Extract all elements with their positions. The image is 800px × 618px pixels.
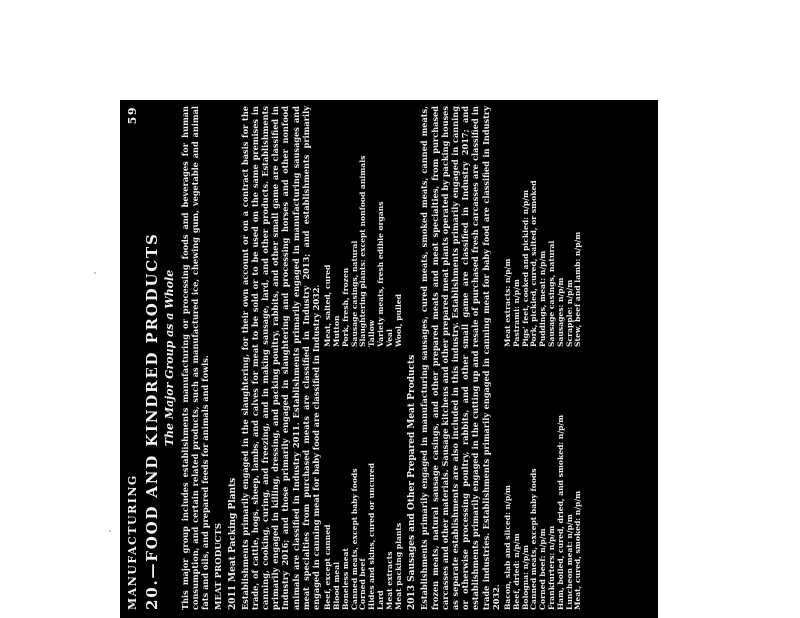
product-item: Corned beef: n/p/m (538, 528, 548, 610)
product-item: Lard (376, 590, 386, 610)
industry-block (407, 106, 583, 610)
product-item: Mutton (332, 315, 342, 347)
product-item: Hides and skins, cured or uncured (367, 463, 377, 610)
product-item: Veal (384, 329, 394, 347)
intro-paragraph: This major group includes establishments manufacturing or processing foods and beverages for human consumption, and certain related products, such as manufactured ice, chewing gum, vegetable and animal fats and oils, and prepared feeds for animals and fowls. (180, 106, 211, 610)
product-item: Sausage casings, natural (349, 240, 359, 347)
product-item: Pork, fresh, frozen (340, 267, 350, 347)
product-index (324, 106, 403, 610)
product-item: Sausages: n/p/m (555, 277, 565, 347)
product-item: Sausage casings, natural (547, 240, 557, 347)
product-item: Meat, salted, cured (323, 264, 333, 347)
product-item: Canned meats, except baby foods (529, 468, 539, 610)
industry-block (228, 106, 404, 610)
product-item: Blood meal (332, 561, 342, 610)
product-item: Luncheon meat: n/p/m (564, 514, 574, 610)
industry-heading: 2011 Meat Packing Plants (227, 477, 238, 610)
product-item: Bacon, slab and sliced: n/p/m (503, 485, 513, 610)
product-item: Canned meats, except baby foods (349, 468, 359, 610)
product-item: Bologna: n/p/m (520, 544, 530, 610)
industry-heading: 2013 Sausages and Other Prepared Meat Products (407, 354, 418, 610)
rotated-page-content (120, 100, 658, 618)
product-item: Pastrami: n/p/m (511, 279, 521, 347)
product-item: Tallow (367, 319, 377, 347)
product-item: Corned beef (358, 558, 368, 610)
product-item: Stew, beef and lamb: n/p/m (573, 231, 583, 347)
product-item: Puddings, meat: n/p/m (538, 250, 548, 347)
product-item: Beef, dried: n/p/m (511, 533, 521, 610)
running-header (126, 106, 139, 610)
product-item: Pigs' feet, cooked and pickled: n/p/m (520, 189, 530, 347)
product-item: Meat packing plants (393, 522, 403, 610)
product-item: Variety meats, fresh edible organs (376, 201, 386, 347)
major-group-subtitle: The Major Group as a Whole (163, 269, 176, 447)
product-item: Slaughtering plants: except nonfood animals (358, 155, 368, 347)
scan-speck (94, 272, 96, 274)
product-item: Pork, pickled, cured, salted, or smoked (529, 180, 539, 347)
product-item: Meat extracts: n/p/m (503, 258, 513, 347)
product-item: Ham, boiled, cured, dried, and smoked: n/p/m (555, 414, 565, 610)
section-heading: MEAT PRODUCTS (213, 522, 224, 610)
product-item: Meat, cured, smoked: n/p/m (573, 490, 583, 610)
scanned-document-page (120, 100, 658, 618)
product-column-right (324, 106, 403, 347)
product-column-left (504, 369, 583, 610)
page-number: 59 (126, 106, 139, 125)
major-group-title: 20.—FOOD AND KINDRED PRODUCTS (143, 232, 161, 610)
product-column-right (504, 106, 583, 347)
industry-description: Establishments primarily engaged in manufacturing sausages, cured meats, smoked meats, canned meats, frozen meats, natural sausage casings, and other prepared meats and meat specialties, from purchased carcasses and other materials. Sausage kitchens and other prepared meat plants operated by packing houses as separate establishments are also included in this industry. Establishments primarily engaged in canning or otherwise processing poultry, rabbits, and other small game are classified in Industry 2017; and establishments primarily engaged in the cutting up and resale of purchased fresh carcasses are classified in trade industries. Establishments primarily engaged in canning meat for baby food are classified in Industry 2032. (419, 106, 501, 610)
running-head: MANUFACTURING (126, 474, 139, 610)
product-index (504, 106, 583, 610)
product-item: Boneless meat (340, 547, 350, 610)
industry-description: Establishments primarily engaged in the slaughtering, for their own account or on a contract basis for the trade, of cattle, hogs, sheep, lambs, and calves for meat to be sold or to be used on the same premises in canning, cooking, curing, and freezing, and in making sausage, lard, and other products. Establishments primarily engaged in killing, dressing, and packing poultry, rabbits, and other small game are classified in Industry 2016; and those primarily engaged in slaughtering and processing horses and other nonfood animals are classified in Industry 2011. Establishments primarily engaged in manufacturing sausages and meat specialties from purchased meats are classified in Industry 2013; and establishments primarily engaged in canning meat for baby food are classified in Industry 2032. (239, 106, 322, 610)
product-item: Beef, except canned (323, 524, 333, 610)
scan-speck (109, 530, 111, 532)
product-item: Wool, pulled (393, 294, 403, 347)
product-item: Frankfurters: n/p/m (547, 525, 557, 610)
product-item: Scrapple: n/p/m (564, 279, 574, 347)
product-column-left (324, 369, 403, 610)
product-item: Meat extracts (384, 551, 394, 610)
